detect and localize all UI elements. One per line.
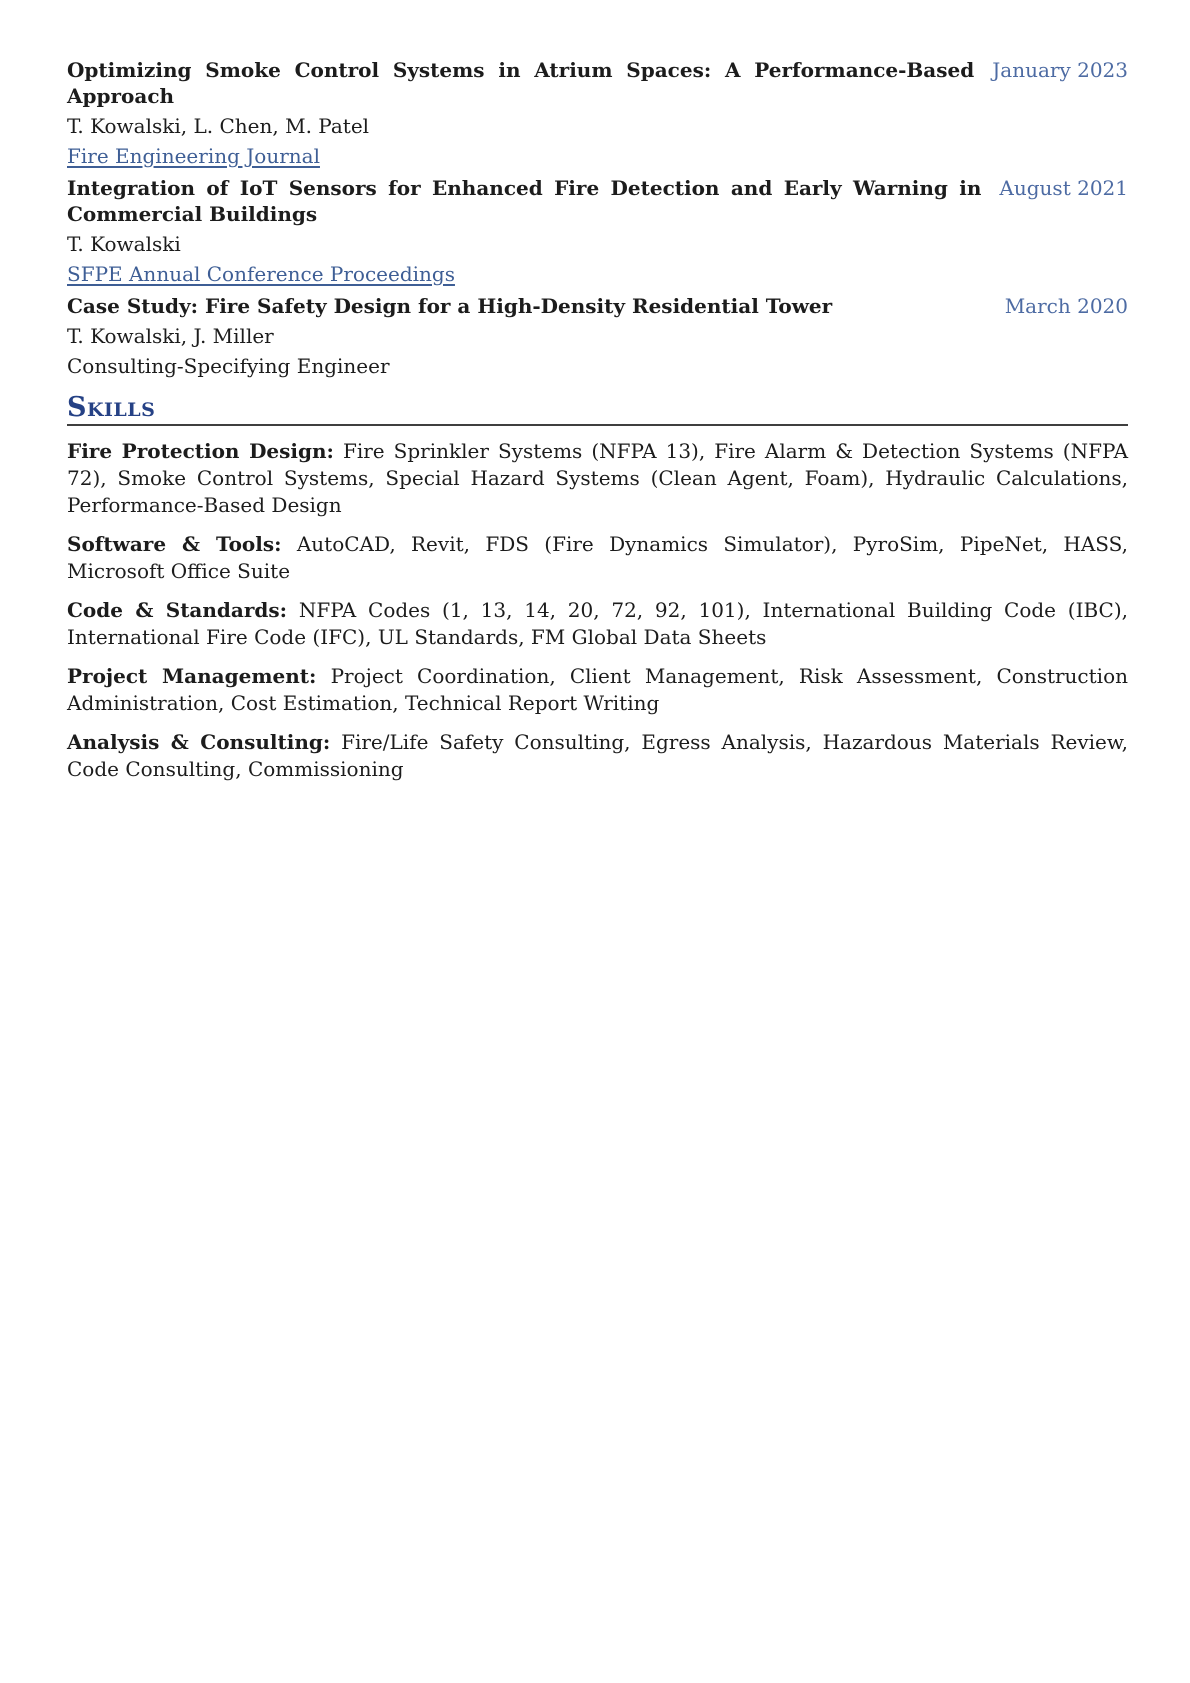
publication-entry [67, 293, 1128, 379]
publication-authors: T. Kowalski, L. Chen, M. Patel [67, 114, 370, 138]
publication-title: Case Study: Fire Safety Design for a High-Density Residential Tower [67, 294, 833, 318]
publication-venue-link[interactable]: SFPE Annual Conference Proceedings [67, 262, 455, 286]
skill-category-fire-protection-design [67, 438, 1128, 519]
skill-category-code-standards [67, 597, 1128, 651]
skill-category-project-management [67, 663, 1128, 717]
skills-heading: Skills [67, 393, 1128, 426]
skills-section [67, 393, 1128, 783]
publication-venue-link[interactable]: Fire Engineering Journal [67, 144, 320, 168]
skill-category-label: Software & Tools: [67, 532, 282, 556]
skill-category-text: Project Coordination, Client Management, Risk Assessment, Construction Administration, Cost Estimation, Technical Report Writing [67, 664, 1128, 715]
publication-title: Optimizing Smoke Control Systems in Atrium Spaces: A Performance-Based Approach [67, 58, 975, 108]
publication-entry [67, 175, 1128, 287]
publication-date: March 2020 [1004, 294, 1128, 318]
skill-category-text: Fire/Life Safety Consulting, Egress Analysis, Hazardous Materials Review, Code Consulting, Commissioning [67, 730, 1128, 781]
publication-venue: Consulting-Specifying Engineer [67, 354, 390, 378]
publication-title: Integration of IoT Sensors for Enhanced Fire Detection and Early Warning in Commercial Buildings [67, 176, 982, 226]
skill-category-software-tools [67, 531, 1128, 585]
publication-header [67, 175, 1128, 227]
publication-header [67, 293, 1128, 319]
skill-category-analysis-consulting [67, 729, 1128, 783]
publications-section [67, 57, 1128, 379]
page-content [0, 0, 1190, 783]
skill-category-text: NFPA Codes (1, 13, 14, 20, 72, 92, 101), International Building Code (IBC), International Fire Code (IFC), UL Standards, FM Global Data Sheets [67, 598, 1128, 649]
publication-authors: T. Kowalski, J. Miller [67, 324, 274, 348]
skill-category-label: Fire Protection Design: [67, 439, 334, 463]
publication-authors: T. Kowalski [67, 232, 181, 256]
publication-date: August 2021 [999, 176, 1128, 200]
publication-date: January 2023 [992, 58, 1128, 82]
publication-header [67, 57, 1128, 109]
skill-category-label: Code & Standards: [67, 598, 288, 622]
skill-category-label: Project Management: [67, 664, 317, 688]
skill-category-text: Fire Sprinkler Systems (NFPA 13), Fire Alarm & Detection Systems (NFPA 72), Smoke Control Systems, Special Hazard Systems (Clean Agent, Foam), Hydraulic Calculations, Performance-Based Design [67, 439, 1129, 517]
skill-category-text: AutoCAD, Revit, FDS (Fire Dynamics Simulator), PyroSim, PipeNet, HASS, Microsoft Office Suite [67, 532, 1128, 583]
skill-category-label: Analysis & Consulting: [67, 730, 331, 754]
publication-entry [67, 57, 1128, 169]
